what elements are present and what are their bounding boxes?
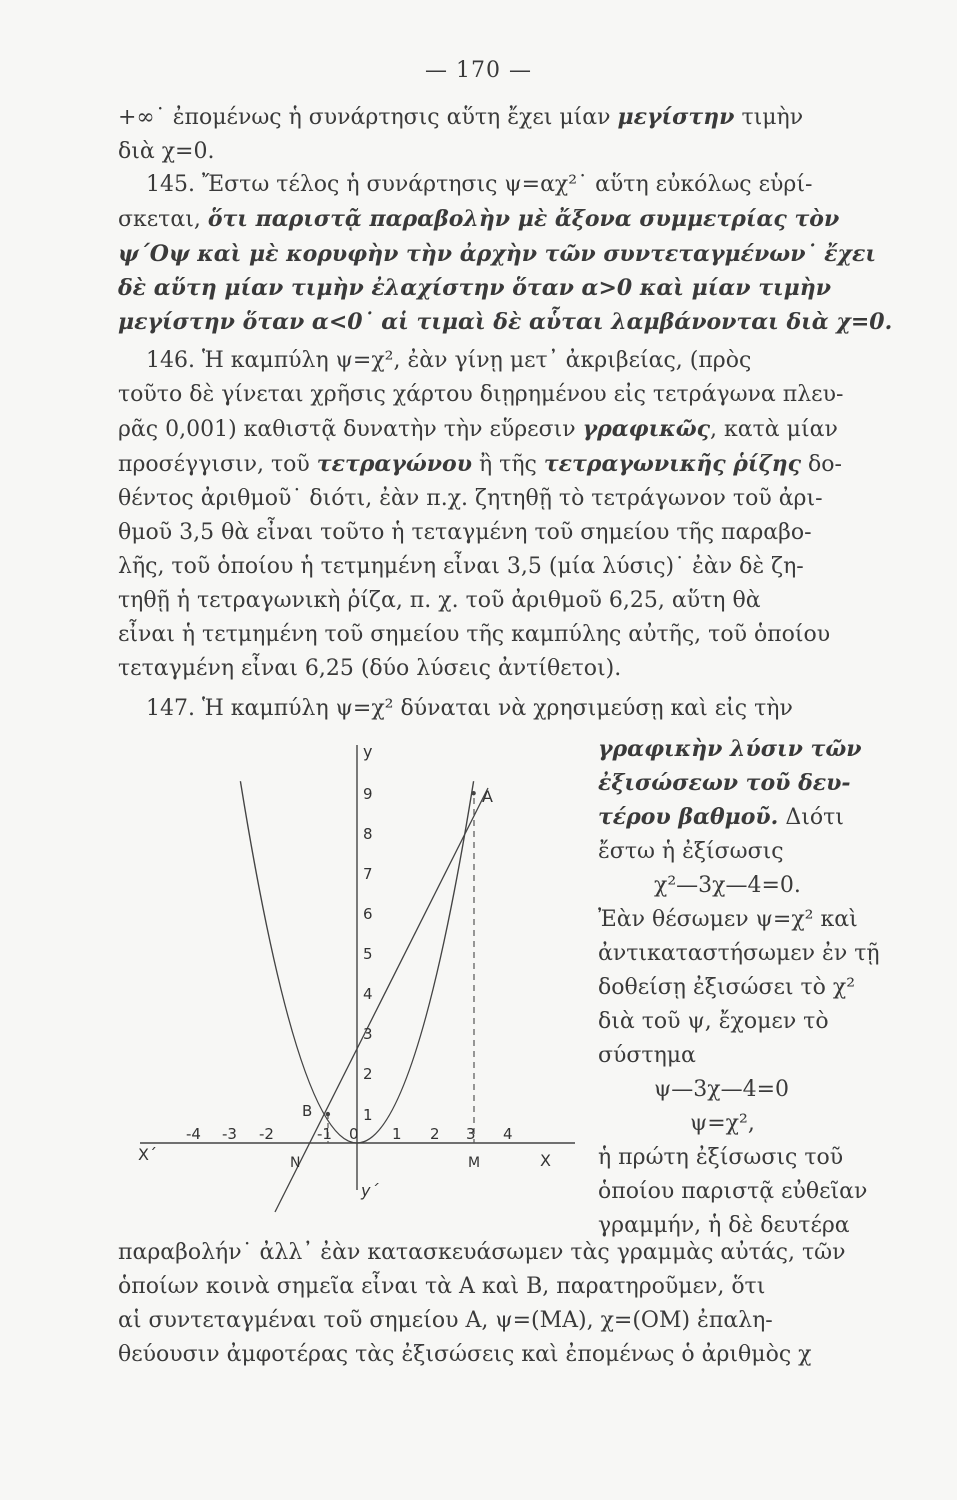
y-tick-label: 2 xyxy=(363,1065,373,1083)
text-line: γραφικὴν λύσιν τῶν xyxy=(598,736,862,762)
text-line: εἶναι ἡ τετμημένη τοῦ σημείου τῆς καμπύλης αὐτῆς, τοῦ ὁποίου xyxy=(118,622,831,647)
emphasis-text: μεγίστην xyxy=(617,104,735,130)
text-line: 146. Ἡ καμπύλη ψ=χ², ἐὰν γίνῃ μετ᾿ ἀκριβείας, (πρὸς xyxy=(146,348,752,373)
text-run: , κατὰ μίαν xyxy=(710,417,838,442)
text-line: αἱ συντεταγμέναι τοῦ σημείου A, ψ=(MA), χ=(OM) ἐπαλη- xyxy=(118,1308,773,1333)
x-tick-label: -3 xyxy=(222,1125,237,1143)
text-line xyxy=(118,412,843,447)
emphasis-text: γραφικῶς xyxy=(582,416,711,442)
text-line: 147. Ἡ καμπύλη ψ=χ² δύναται νὰ χρησιμεύσῃ καὶ εἰς τὴν xyxy=(146,696,793,721)
paragraph-147-continuation xyxy=(118,1236,845,1372)
text-line: παραβολήν˙ ἀλλ᾿ ἐὰν κατασκευάσωμεν τὰς γραμμὰς αὐτάς, τῶν xyxy=(118,1240,846,1265)
text-line: διὰ χ=0. xyxy=(118,139,215,164)
text-line: τεταγμένη εἶναι 6,25 (δύο λύσεις ἀντίθετοι). xyxy=(118,656,622,681)
x-tick-label: 4 xyxy=(503,1125,513,1143)
x-tick-label: 2 xyxy=(430,1125,440,1143)
text-line: μεγίστην ὅταν α<0˙ αἱ τιμαὶ δὲ αὗται λαμβάνονται διὰ χ=0. xyxy=(118,309,893,335)
y-tick-label: 1 xyxy=(363,1106,373,1124)
x-axis-label: X xyxy=(540,1151,551,1170)
text-line: ἐξισώσεων τοῦ δευ- xyxy=(598,770,851,796)
text-line: ὁποίου παριστᾷ εὐθεῖαν xyxy=(598,1179,868,1204)
paragraph-144-end xyxy=(118,100,803,169)
text-line: θμοῦ 3,5 θὰ εἶναι τοῦτο ἡ τεταγμένη τοῦ σημείου τῆς παραβο- xyxy=(118,520,812,545)
x-tick-label: 1 xyxy=(392,1125,402,1143)
text-run: σκεται, xyxy=(118,207,208,232)
text-run: ἢ τῆς xyxy=(471,452,544,477)
text-line: ἀντικαταστήσωμεν ἐν τῇ xyxy=(598,941,880,966)
text-line: ἡ πρώτη ἐξίσωσις τοῦ xyxy=(598,1145,844,1170)
text-run: +∞˙ ἐπομένως ἡ συνάρτησις αὕτη ἔχει μίαν xyxy=(118,105,618,130)
y-axis-label: y xyxy=(363,742,373,761)
emphasis-text: ὅτι παριστᾷ παραβολὴν μὲ ἄξονα συμμετρίας τὸν xyxy=(207,206,840,232)
text-run: ρᾶς 0,001) καθιστᾷ δυνατὴν τὴν εὕρεσιν xyxy=(118,417,583,442)
emphasis-text: τετραγωνικῆς ῥίζης xyxy=(543,451,801,477)
y-tick-label: 5 xyxy=(363,945,373,963)
equation: χ²—3χ—4=0. xyxy=(654,873,801,898)
parabola-diagram xyxy=(130,730,600,1220)
point-A xyxy=(471,791,475,795)
text-line: δοθείσῃ ἐξισώσει τὸ χ² xyxy=(598,975,856,1000)
page-number: — 170 — xyxy=(425,58,532,83)
y-tick-label: 9 xyxy=(363,785,373,803)
x-prime-axis-label: X΄ xyxy=(138,1145,157,1164)
paragraph-147-side-column xyxy=(598,732,898,1243)
x-tick-label: -1 xyxy=(317,1125,332,1143)
text-line: δὲ αὕτη μίαν τιμὴν ἐλαχίστην ὅταν α>0 καὶ μίαν τιμὴν xyxy=(118,275,832,301)
y-tick-label: 6 xyxy=(363,905,373,923)
y-tick-label: 3 xyxy=(363,1025,373,1043)
text-run: προσέγγισιν, τοῦ xyxy=(118,452,317,477)
text-line xyxy=(118,100,803,135)
text-line: θεύουσιν ἀμφοτέρας τὰς ἐξισώσεις καὶ ἐπομένως ὁ ἀριθμὸς χ xyxy=(118,1342,812,1367)
y-tick-label: 4 xyxy=(363,985,373,1003)
text-run: δο- xyxy=(801,452,842,477)
text-line: Ἐὰν θέσωμεν ψ=χ² καὶ xyxy=(598,907,858,932)
x-tick-label: 3 xyxy=(466,1125,476,1143)
straight-line xyxy=(275,788,488,1212)
text-run: Διότι xyxy=(778,805,844,830)
emphasis-text: τέρου βαθμοῦ. xyxy=(598,804,779,830)
y-tick-label: 8 xyxy=(363,825,373,843)
text-line: λῆς, τοῦ ὁποίου ἡ τετμημένη εἶναι 3,5 (μία λύσις)˙ ἐὰν δὲ ζη- xyxy=(118,554,804,579)
text-line: ὁποίων κοινὰ σημεῖα εἶναι τὰ A καὶ B, παρατηροῦμεν, ὅτι xyxy=(118,1274,766,1299)
text-line xyxy=(118,202,892,237)
equation: ψ=χ², xyxy=(690,1111,755,1136)
paragraph-147-intro xyxy=(146,692,793,726)
text-line: τηθῇ ἡ τετραγωνικὴ ῥίζα, π. χ. τοῦ ἀριθμοῦ 6,25, αὕτη θὰ xyxy=(118,588,761,613)
text-line: διὰ τοῦ ψ, ἔχομεν τὸ xyxy=(598,1009,829,1034)
point-B-label: B xyxy=(302,1102,313,1120)
text-run: τιμὴν xyxy=(734,105,804,130)
paragraph-146 xyxy=(118,344,843,686)
text-line: ψ΄Oψ καὶ μὲ κορυφὴν τὴν ἀρχὴν τῶν συντεταγμένων˙ ἔχει xyxy=(118,241,876,267)
text-line: ἔστω ἡ ἐξίσωσις xyxy=(598,839,784,864)
text-line: 145. Ἔστω τέλος ἡ συνάρτησις ψ=αχ²˙ αὕτη εὐκόλως εὑρί- xyxy=(146,172,813,197)
x-tick-label: 0 xyxy=(349,1125,359,1143)
x-tick-label: -2 xyxy=(259,1125,274,1143)
point-M-label: M xyxy=(468,1155,481,1171)
point-B xyxy=(326,1112,330,1116)
paragraph-145 xyxy=(118,168,892,339)
text-line xyxy=(118,447,843,482)
equation: ψ—3χ—4=0 xyxy=(654,1077,790,1102)
text-line xyxy=(598,800,898,835)
point-A-label: A xyxy=(482,787,493,806)
text-line: θέντος ἀριθμοῦ˙ διότι, ἐὰν π.χ. ζητηθῇ τὸ τετράγωνον τοῦ ἀρι- xyxy=(118,486,823,511)
point-N-label: N xyxy=(290,1155,301,1171)
emphasis-text: τετραγώνου xyxy=(316,451,472,477)
parabola-figure xyxy=(130,730,600,1220)
y-tick-label: 7 xyxy=(363,865,373,883)
x-tick-label: -4 xyxy=(186,1125,201,1143)
text-line: τοῦτο δὲ γίνεται χρῆσις χάρτου διῃρημένου εἰς τετράγωνα πλευ- xyxy=(118,382,844,407)
text-line: σύστημα xyxy=(598,1043,696,1068)
text-line: γραμμήν, ἡ δὲ δευτέρα xyxy=(598,1213,850,1238)
y-prime-axis-label: y΄ xyxy=(361,1181,379,1200)
